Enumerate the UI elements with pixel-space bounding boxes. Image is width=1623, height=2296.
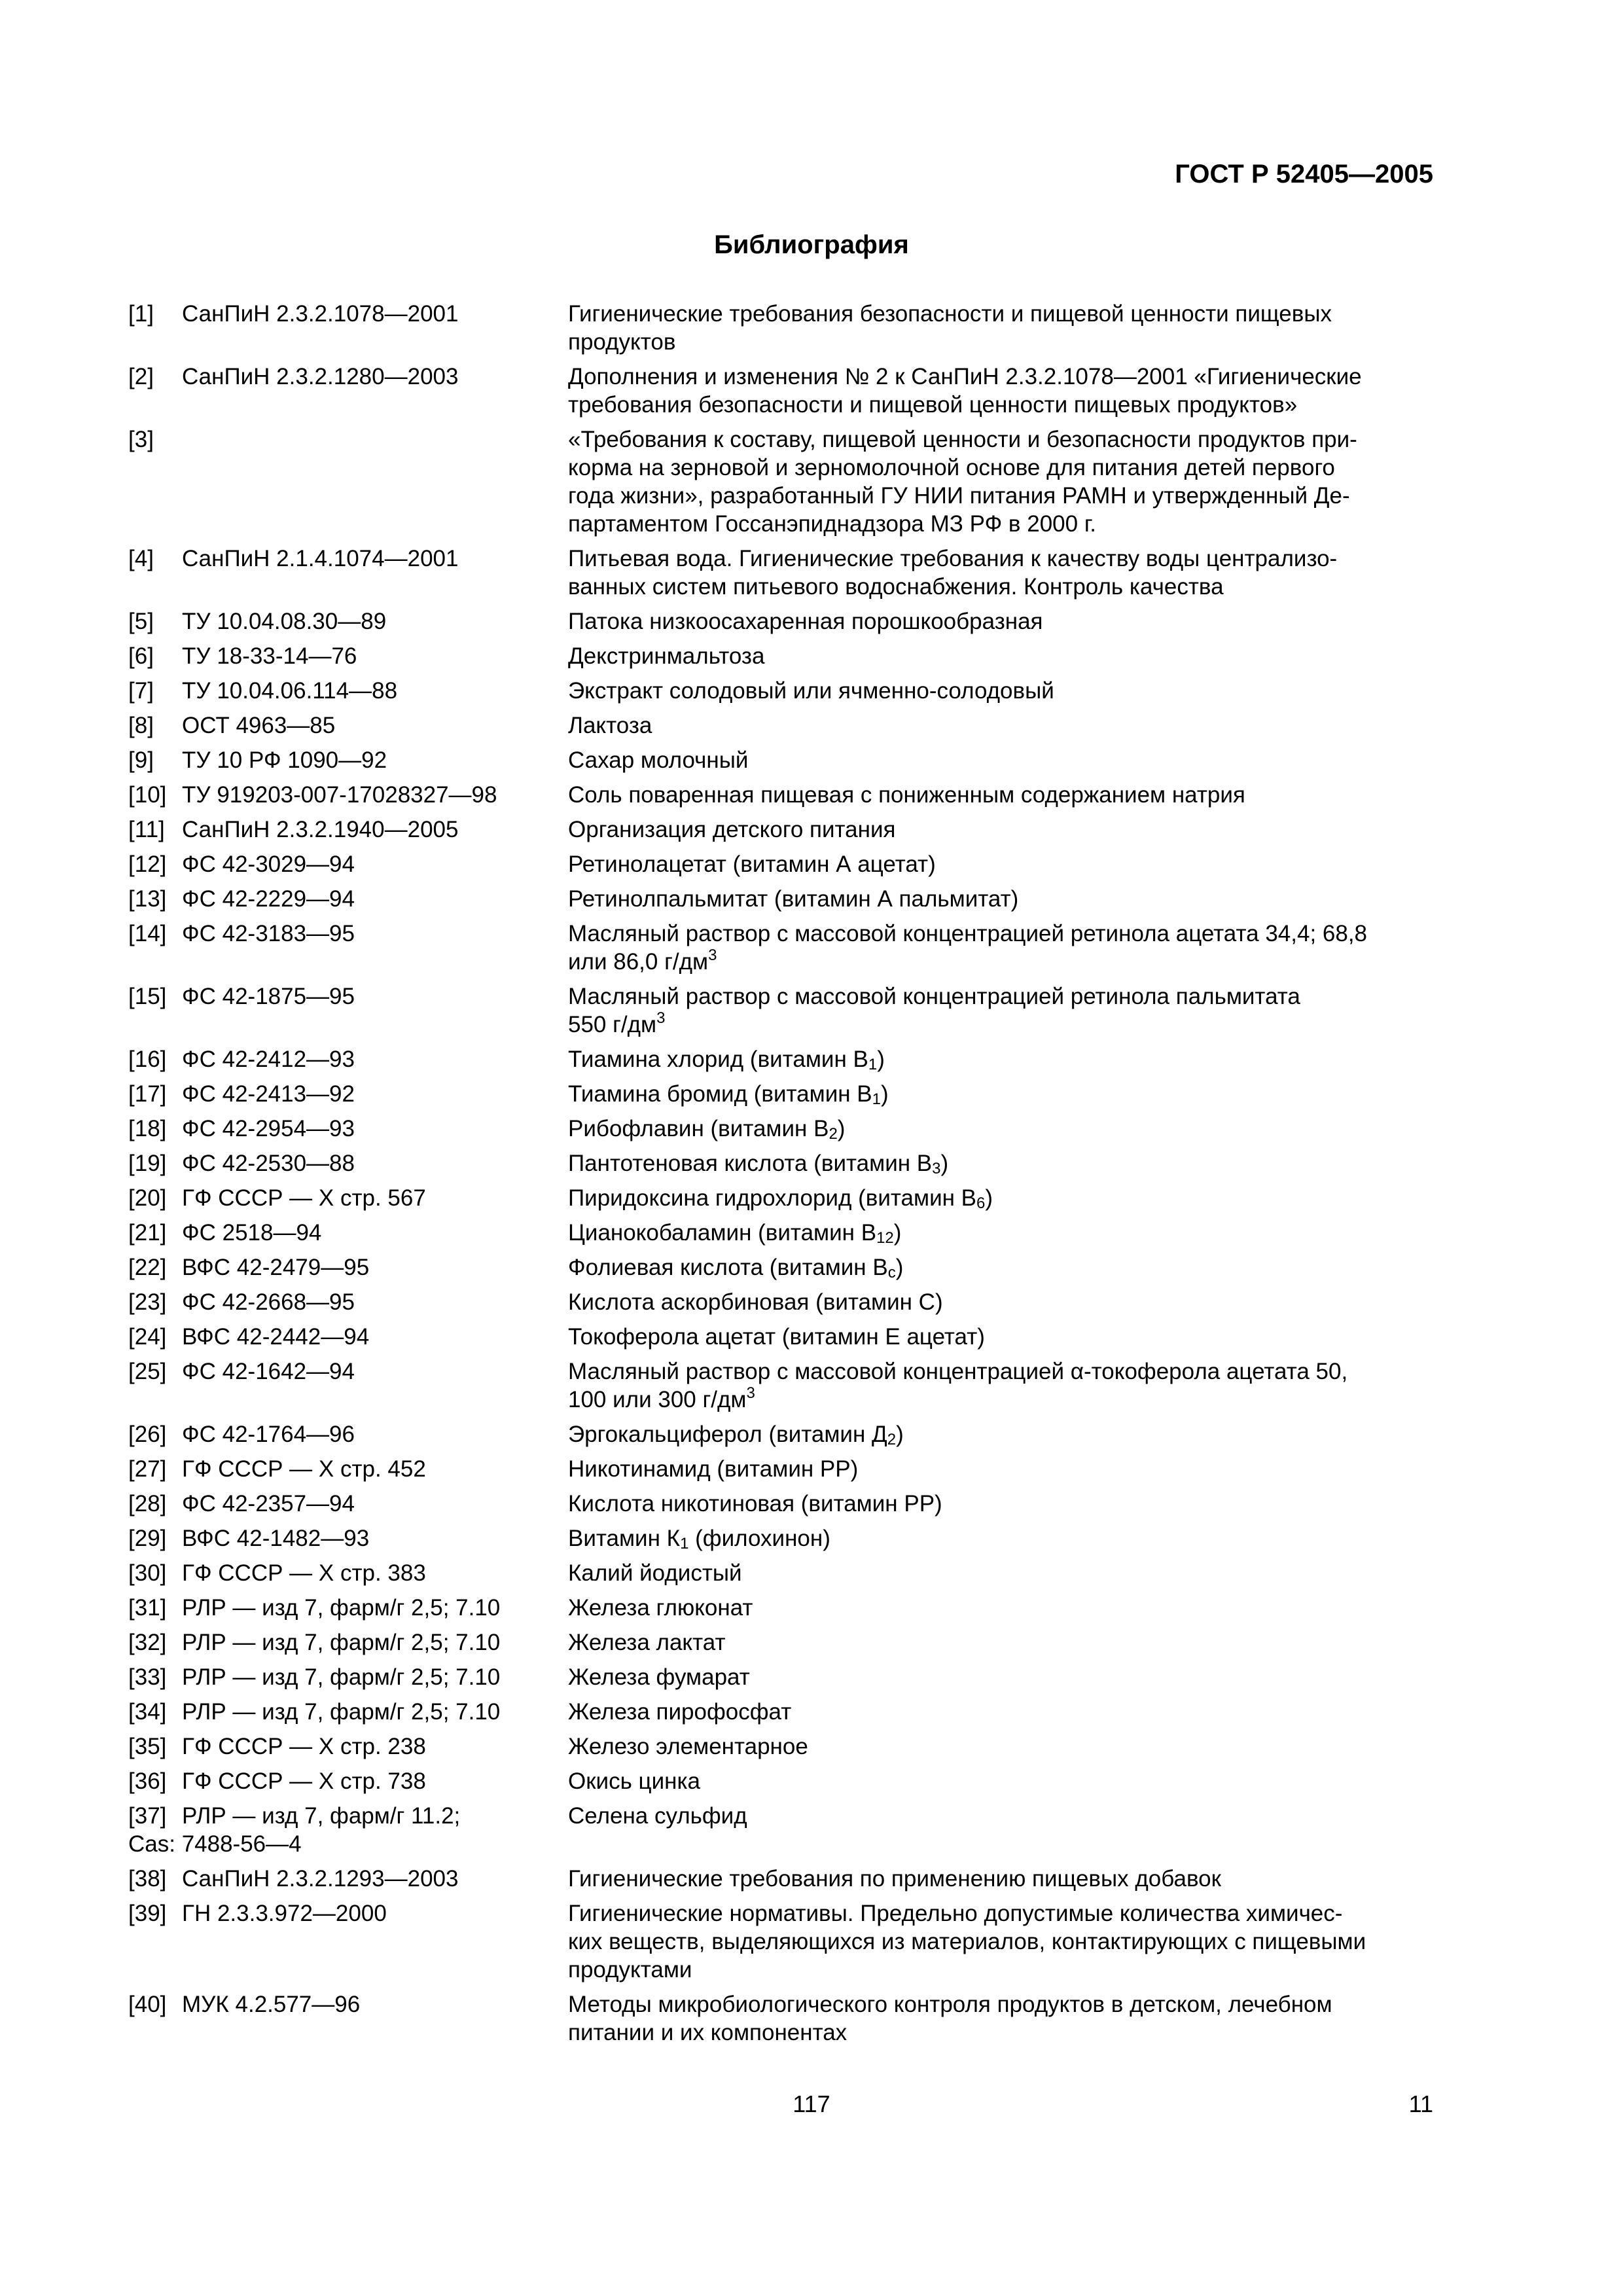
bibliography-entry: [128, 300, 1437, 356]
entry-number: [37]: [128, 1803, 167, 1829]
entry-description: Рибофлавин (витамин $В_2$): [568, 1116, 846, 1143]
subscript: 6: [976, 1194, 986, 1212]
entry-number: [12]: [128, 852, 167, 877]
entry-number: [23]: [128, 1289, 167, 1315]
entry-description: Пантотеновая кислота (витамин $В_3$): [568, 1151, 949, 1177]
entry-number: [33]: [128, 1664, 167, 1690]
entry-source: СанПиН 2.3.2.1078—2001: [182, 301, 459, 327]
entry-description: Масляный раствор с массовой концентрацией ретинола пальмитата 550 $г/дм^3$: [568, 984, 1300, 1037]
entry-number: [7]: [128, 678, 154, 704]
bibliography-entry: [128, 677, 1437, 705]
subscript: 2: [887, 1431, 897, 1448]
entry-number: [32]: [128, 1630, 167, 1655]
entry-source: РЛР — изд 7, фарм/г 2,5; 7.10: [182, 1699, 501, 1725]
entry-number: [3]: [128, 427, 154, 452]
entry-number: [24]: [128, 1324, 167, 1350]
entry-source: ТУ 10 РФ 1090—92: [182, 747, 387, 773]
bibliography-entry: [128, 816, 1437, 844]
subscript: 2: [829, 1125, 838, 1143]
entry-number: [26]: [128, 1422, 167, 1447]
bibliography-entry: [128, 1080, 1437, 1108]
entry-description: Окись цинка: [568, 1768, 701, 1794]
entry-description: Токоферола ацетат (витамин Е ацетат): [568, 1324, 985, 1350]
entry-number: [2]: [128, 364, 154, 389]
entry-description: Сахар молочный: [568, 747, 749, 773]
bibliography-entry: [128, 1802, 1437, 1858]
superscript: 3: [746, 1384, 755, 1402]
bibliography-entry: [128, 1767, 1437, 1795]
entry-description: Гигиенические требования по применению пищевых добавок: [568, 1866, 1221, 1892]
entry-source: ТУ 10.04.08.30—89: [182, 609, 387, 634]
entry-number: [14]: [128, 921, 167, 946]
entry-number: [17]: [128, 1081, 167, 1107]
entry-number: [9]: [128, 747, 154, 773]
entry-source: ФС 2518—94: [182, 1220, 322, 1246]
subscript: c: [887, 1264, 896, 1282]
entry-number: [30]: [128, 1560, 167, 1586]
entry-description: Железа лактат: [568, 1630, 726, 1655]
entry-description: Никотинамид (витамин РР): [568, 1456, 859, 1482]
bibliography-entry: [128, 1663, 1437, 1691]
entry-number: [38]: [128, 1866, 167, 1892]
entry-source: ФС 42-1642—94: [182, 1359, 355, 1384]
entry-description: Эргокальциферол (витамин $Д_2$): [568, 1422, 904, 1448]
entry-description: Железо элементарное: [568, 1734, 808, 1759]
entry-number: [36]: [128, 1768, 167, 1794]
bibliography-entry: [128, 711, 1437, 740]
bibliography-entry: [128, 1323, 1437, 1351]
bibliography-entry: [128, 1149, 1437, 1177]
entry-description: Дополнения и изменения № 2 к СанПиН 2.3.2.1078—2001 «Гигиенические требования безопасности и пищевой ценности пищевых продуктов»: [568, 364, 1362, 418]
bibliography-entry: [128, 1455, 1437, 1483]
entry-description: Витамин $К_1$ (филохинон): [568, 1526, 830, 1552]
section-title: Библиография: [714, 230, 909, 259]
bibliography-entry: [128, 1628, 1437, 1657]
entry-source: СанПиН 2.1.4.1074—2001: [182, 546, 459, 571]
entry-source: ФС 42-2954—93: [182, 1116, 355, 1141]
entry-source: СанПиН 2.3.2.1280—2003: [182, 364, 459, 389]
bibliography-entry: [128, 1357, 1437, 1414]
entry-source: ТУ 919203-007-17028327—98: [182, 782, 497, 808]
entry-number: [8]: [128, 713, 154, 738]
bibliography-entry: [128, 1865, 1437, 1893]
entry-source: ФС 42-2413—92: [182, 1081, 355, 1107]
entry-number: [11]: [128, 817, 165, 842]
entry-source: ФС 42-2530—88: [182, 1151, 355, 1176]
entry-description: Ретинолацетат (витамин А ацетат): [568, 852, 936, 877]
entry-number: [28]: [128, 1491, 167, 1516]
entry-source: ГФ СССР — Х стр. 567: [182, 1185, 426, 1211]
entry-description: Селена сульфид: [568, 1803, 747, 1829]
entry-source-continuation: Cas: 7488-56—4: [128, 1831, 302, 1857]
bibliography-entry: [128, 1420, 1437, 1448]
entry-description: Организация детского питания: [568, 817, 896, 842]
bibliography-entry: [128, 1524, 1437, 1552]
entry-description: Железа глюконат: [568, 1595, 753, 1621]
entry-description: Питьевая вода. Гигиенические требования к качеству воды централизо- ванных систем питьевого водоснабжения. Контроль качества: [568, 546, 1338, 600]
superscript: 3: [708, 946, 717, 964]
entry-description: Гигиенические требования безопасности и пищевой ценности пищевых продуктов: [568, 301, 1332, 355]
bibliography-entry: [128, 885, 1437, 913]
entry-source: ВФС 42-1482—93: [182, 1526, 370, 1551]
document-code: ГОСТ Р 52405—2005: [1175, 160, 1433, 188]
entry-number: [10]: [128, 782, 167, 808]
page-number-right: 11: [1408, 2090, 1433, 2117]
subscript: 12: [876, 1229, 894, 1247]
bibliography-entry: [128, 1698, 1437, 1726]
entry-number: [19]: [128, 1151, 167, 1176]
entry-source: ФС 42-2357—94: [182, 1491, 355, 1516]
entry-number: [18]: [128, 1116, 167, 1141]
entry-description: Гигиенические нормативы. Предельно допустимые количества химичес- ких веществ, выделяющихся из материалов, контактирующих с пищевыми продуктами: [568, 1901, 1366, 1982]
entry-source: ФС 42-1764—96: [182, 1422, 355, 1447]
bibliography-entry: [128, 850, 1437, 878]
entry-description: Калий йодистый: [568, 1560, 742, 1586]
entry-number: [4]: [128, 546, 154, 571]
entry-source: [182, 425, 568, 538]
bibliography-entry: [128, 781, 1437, 809]
bibliography-entry: [128, 425, 1437, 538]
entry-number: [31]: [128, 1595, 167, 1621]
bibliography-entry: [128, 1732, 1437, 1761]
entry-description: Масляный раствор с массовой концентрацией α-токоферола ацетата 50, 100 или 300 $г/дм^3$: [568, 1359, 1348, 1412]
entry-description: Декстринмальтоза: [568, 643, 765, 669]
entry-number: [35]: [128, 1734, 167, 1759]
entry-source: ФС 42-2668—95: [182, 1289, 355, 1315]
bibliography-entry: [128, 1288, 1437, 1316]
bibliography-entry: [128, 1559, 1437, 1587]
entry-description: Железа пирофосфат: [568, 1699, 792, 1725]
entry-source: ГН 2.3.3.972—2000: [182, 1901, 387, 1926]
bibliography-entry: [128, 1899, 1437, 1984]
entry-source: ГФ СССР — Х стр. 383: [182, 1560, 426, 1586]
entry-source: РЛР — изд 7, фарм/г 11.2;: [182, 1803, 461, 1829]
bibliography-entry: [128, 1490, 1437, 1518]
bibliography-entry: [128, 1594, 1437, 1622]
entry-description: Железа фумарат: [568, 1664, 750, 1690]
entry-description: Тиамина хлорид (витамин $В_1$): [568, 1047, 885, 1073]
entry-number: [13]: [128, 886, 167, 912]
entry-source: ТУ 10.04.06.114—88: [182, 678, 398, 704]
entry-source: СанПиН 2.3.2.1940—2005: [182, 817, 459, 842]
entry-source: ФС 42-3029—94: [182, 852, 355, 877]
entry-description: Соль поваренная пищевая с пониженным содержанием натрия: [568, 782, 1245, 808]
entry-description: Экстракт солодовый или ячменно-солодовый: [568, 678, 1054, 704]
bibliography-entry: [128, 746, 1437, 774]
bibliography-entry: [128, 642, 1437, 670]
entry-source: ФС 42-1875—95: [182, 984, 355, 1009]
subscript: 1: [872, 1090, 881, 1108]
entry-source: СанПиН 2.3.2.1293—2003: [182, 1866, 459, 1892]
bibliography-entry: [128, 1045, 1437, 1073]
bibliography-entry: [128, 607, 1437, 636]
entry-source: ВФС 42-2479—95: [182, 1255, 370, 1280]
bibliography-entry: [128, 920, 1437, 976]
entry-description: Лактоза: [568, 713, 652, 738]
entry-source: МУК 4.2.577—96: [182, 1992, 361, 2017]
entry-source: ВФС 42-2442—94: [182, 1324, 370, 1350]
entry-number: [27]: [128, 1456, 167, 1482]
entry-description: Цианокобаламин (витамин $В_{12}$): [568, 1220, 902, 1247]
entry-source: ОСТ 4963—85: [182, 713, 336, 738]
entry-source: ГФ СССР — Х стр. 238: [182, 1734, 426, 1759]
entry-number: [21]: [128, 1220, 167, 1246]
subscript: 3: [932, 1160, 941, 1177]
entry-number: [40]: [128, 1992, 167, 2017]
entry-source: ТУ 18-33-14—76: [182, 643, 357, 669]
entry-number: [6]: [128, 643, 154, 669]
entry-source: РЛР — изд 7, фарм/г 2,5; 7.10: [182, 1630, 501, 1655]
entry-number: [34]: [128, 1699, 167, 1725]
entry-description: Кислота аскорбиновая (витамин С): [568, 1289, 943, 1315]
bibliography-entry: [128, 1802, 1437, 1830]
entry-source: РЛР — изд 7, фарм/г 2,5; 7.10: [182, 1664, 501, 1690]
entry-description: Тиамина бромид (витамин $В_1$): [568, 1081, 889, 1108]
bibliography-entry: [128, 1184, 1437, 1212]
entry-source: ФС 42-3183—95: [182, 921, 355, 946]
page-number-center: 117: [793, 2090, 830, 2117]
entry-number: [15]: [128, 984, 167, 1009]
entry-source: РЛР — изд 7, фарм/г 2,5; 7.10: [182, 1595, 501, 1621]
bibliography-entry: [128, 1253, 1437, 1282]
entry-source: ФС 42-2412—93: [182, 1047, 355, 1072]
entry-source: ГФ СССР — Х стр. 738: [182, 1768, 426, 1794]
bibliography-entry: [128, 1990, 1437, 2047]
entry-description: Фолиевая кислота (витамин $В_c$): [568, 1255, 904, 1282]
entry-number: [5]: [128, 609, 154, 634]
entry-number: [16]: [128, 1047, 167, 1072]
bibliography-entry: [128, 982, 1437, 1039]
bibliography-entry: [128, 1219, 1437, 1247]
entry-number: [22]: [128, 1255, 167, 1280]
entry-number: [29]: [128, 1526, 167, 1551]
entry-description: Кислота никотиновая (витамин РР): [568, 1491, 942, 1516]
entry-number: [39]: [128, 1901, 167, 1926]
entry-description: «Требования к составу, пищевой ценности и безопасности продуктов при- корма на зерновой и зерномолочной основе для питания детей первого года жизни», разработанный ГУ НИИ питания РАМН и утвержденный Де- партаментом Госсанэпиднадзора МЗ РФ в 2000 г.: [568, 427, 1357, 537]
subscript: 1: [680, 1535, 689, 1552]
superscript: 3: [656, 1009, 666, 1027]
entry-source: ГФ СССР — Х стр. 452: [182, 1456, 426, 1482]
entry-source: ФС 42-2229—94: [182, 886, 355, 912]
entry-description: Ретинолпальмитат (витамин А пальмитат): [568, 886, 1019, 912]
entry-description: Пиридоксина гидрохлорид (витамин $В_6$): [568, 1185, 993, 1212]
subscript: 1: [868, 1056, 878, 1073]
bibliography-entry: [128, 545, 1437, 601]
entry-number: [20]: [128, 1185, 167, 1211]
bibliography-entry: [128, 1115, 1437, 1143]
entry-description: Патока низкоосахаренная порошкообразная: [568, 609, 1043, 634]
entry-number: [25]: [128, 1359, 167, 1384]
bibliography-entry: [128, 363, 1437, 419]
entry-number: [1]: [128, 301, 154, 327]
bibliography-list: [128, 300, 1437, 2053]
entry-description: Масляный раствор с массовой концентрацией ретинола ацетата 34,4; 68,8 или 86,0 $г/дм^3$: [568, 921, 1368, 975]
entry-description: Методы микробиологического контроля продуктов в детском, лечебном питании и их компонентах: [568, 1992, 1332, 2045]
